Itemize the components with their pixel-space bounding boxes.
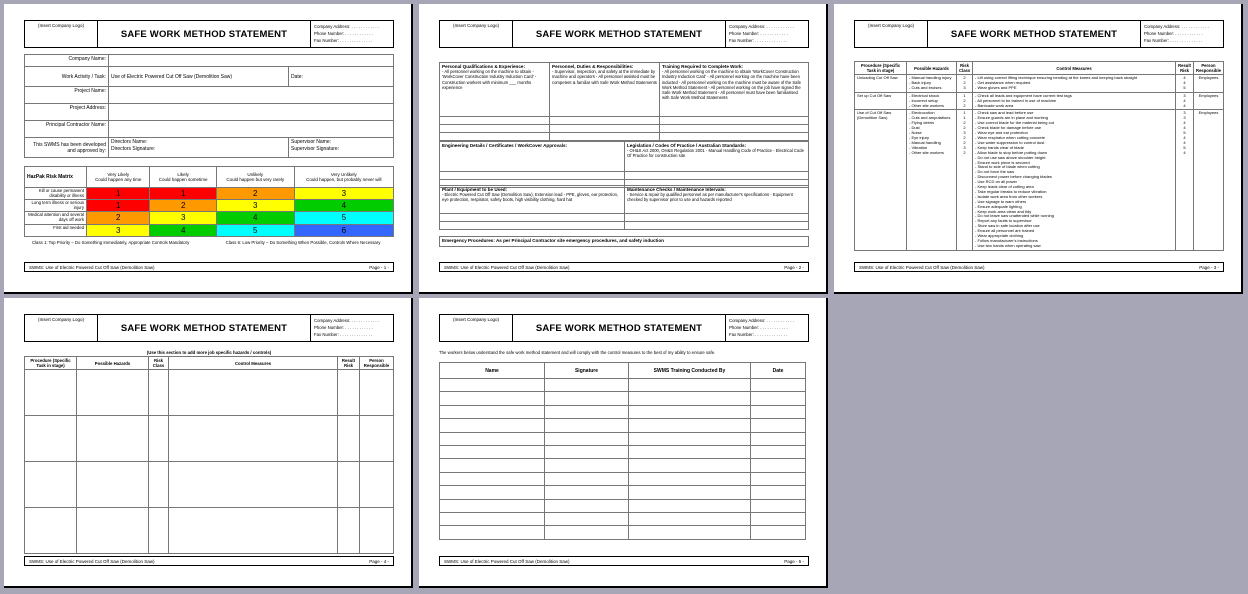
page-1 xyxy=(4,4,413,294)
table-cell: 3 4 4 xyxy=(1176,92,1194,110)
class-1-note: Class 1: Top Priority – Do Something Immediately, Appropriate Controls Mandatory xyxy=(32,240,190,245)
table-header: Name xyxy=(440,363,545,379)
emergency-procedures: Emergency Procedures: As per Principal Contractor site emergency procedures, and safety induction xyxy=(442,238,664,243)
table-cell[interactable] xyxy=(629,432,751,445)
matrix-cell: 6 xyxy=(294,224,393,236)
phone-number: Phone Number: . . . . . . . . . . . . xyxy=(1144,31,1203,36)
table-cell[interactable] xyxy=(545,459,629,472)
table-cell[interactable] xyxy=(77,462,149,508)
table-row xyxy=(440,512,806,525)
supervisor-name-label: Supervisor Name: xyxy=(291,139,332,145)
table-cell[interactable] xyxy=(629,459,751,472)
table-cell[interactable] xyxy=(629,499,751,512)
matrix-column-header: Very Likely Could happen any time xyxy=(87,167,150,188)
class-6-note: Class 6: Low Priority – Do Something When Possible, Controls Where Necessary xyxy=(225,240,381,245)
phone-number: Phone Number: . . . . . . . . . . . . xyxy=(729,31,788,36)
page-number: Page - 3 - xyxy=(1199,264,1219,270)
maintenance-heading: Maintenance Checks / Maintenance Intervals: xyxy=(627,187,726,192)
table-row xyxy=(440,405,806,418)
matrix-cell: 1 xyxy=(87,200,150,212)
document-title: SAFE WORK METHOD STATEMENT xyxy=(512,315,726,341)
logo-placeholder: (Insert Company Logo) xyxy=(37,23,85,28)
table-row xyxy=(25,508,394,554)
table-cell: 1 1 2 2 3 2 2 3 2 xyxy=(957,110,973,250)
table-cell: Employees xyxy=(1194,110,1224,250)
company-details xyxy=(726,21,808,47)
table-cell[interactable] xyxy=(440,499,545,512)
matrix-cell: 5 xyxy=(216,224,294,236)
page-footer xyxy=(24,262,394,272)
table-row xyxy=(440,499,806,512)
page-number: Page - 2 - xyxy=(784,264,804,270)
directors-name-label: Directors Name: xyxy=(111,139,148,145)
table-header: Risk Class xyxy=(957,62,973,75)
table-cell[interactable] xyxy=(169,462,338,508)
document-title: SAFE WORK METHOD STATEMENT xyxy=(97,21,311,47)
table-cell[interactable] xyxy=(751,379,806,392)
table-row xyxy=(855,75,1224,93)
engineering-table xyxy=(439,141,809,188)
table-header: SWMS Training Conducted By xyxy=(629,363,751,379)
table-cell[interactable] xyxy=(360,508,394,554)
table-cell[interactable] xyxy=(440,512,545,525)
engineering-heading: Engineering Details / Certificates / WorkCover Approvals: xyxy=(442,143,568,148)
logo-placeholder: (Insert Company Logo) xyxy=(452,23,500,28)
table-cell[interactable] xyxy=(629,405,751,418)
company-address: Company Address: . . . . . . . . . . . . xyxy=(314,318,379,323)
matrix-cell: 1 xyxy=(87,188,150,200)
sign-off-table xyxy=(439,362,806,540)
project-address-value[interactable] xyxy=(109,104,394,121)
project-name-value[interactable] xyxy=(109,87,394,104)
table-cell[interactable] xyxy=(629,379,751,392)
table-cell[interactable] xyxy=(629,512,751,525)
table-header: Possible Hazards xyxy=(907,62,957,75)
legislation-heading: Legislation / Codes Of Practice / Australian Standards: xyxy=(627,143,747,148)
developed-by-label: This SWMS has been developed and approved by: xyxy=(25,138,109,158)
matrix-cell: 4 xyxy=(294,200,393,212)
table-cell[interactable] xyxy=(25,416,77,462)
table-cell[interactable] xyxy=(545,486,629,499)
table-row xyxy=(25,462,394,508)
table-cell[interactable] xyxy=(360,416,394,462)
table-cell[interactable] xyxy=(440,392,545,405)
table-cell[interactable] xyxy=(545,499,629,512)
principal-contractor-value[interactable] xyxy=(109,121,394,138)
table-cell[interactable] xyxy=(545,432,629,445)
table-cell[interactable] xyxy=(149,370,169,416)
table-cell: Employees xyxy=(1194,75,1224,93)
directors-signature-label: Directors Signature: xyxy=(111,146,156,152)
page-footer xyxy=(24,556,394,566)
table-row xyxy=(440,526,806,539)
table-cell[interactable] xyxy=(149,462,169,508)
logo-placeholder: (Insert Company Logo) xyxy=(867,23,915,28)
page-number: Page - 1 - xyxy=(369,264,389,270)
table-cell[interactable] xyxy=(440,472,545,485)
table-cell[interactable] xyxy=(751,419,806,432)
page-number: Page - 5 - xyxy=(784,558,804,564)
table-row xyxy=(440,432,806,445)
table-cell: Set up Cut Off Saw xyxy=(855,92,907,110)
logo-placeholder: (Insert Company Logo) xyxy=(37,317,85,322)
table-header: Person Responsible xyxy=(1194,62,1224,75)
company-address: Company Address: . . . . . . . . . . . . xyxy=(729,24,794,29)
table-cell: 3 3 4 4 5 4 4 5 4 xyxy=(1176,110,1194,250)
table-cell[interactable] xyxy=(77,508,149,554)
table-cell[interactable] xyxy=(440,419,545,432)
table-cell: Unloading Cut Off Saw xyxy=(855,75,907,93)
table-cell: - Electrocution - Cuts and amputations - Flying debris - Dust - Noise - Eye injury - Manual handling - Vibration - Other site workers xyxy=(907,110,957,250)
qualifications-table xyxy=(439,62,809,141)
table-cell[interactable] xyxy=(440,526,545,539)
additional-hazards-note: (Use this section to add more job specific hazards / controls) xyxy=(146,350,272,355)
table-cell[interactable] xyxy=(440,405,545,418)
phone-number: Phone Number: . . . . . . . . . . . . xyxy=(314,325,373,330)
training-heading: Training Required to Complete Work: xyxy=(662,64,744,69)
table-cell[interactable] xyxy=(338,508,360,554)
matrix-cell: 3 xyxy=(150,212,217,224)
table-cell[interactable] xyxy=(545,405,629,418)
table-cell[interactable] xyxy=(440,459,545,472)
table-cell[interactable] xyxy=(751,432,806,445)
table-header: Risk Class xyxy=(149,357,169,370)
table-cell[interactable] xyxy=(545,379,629,392)
page-header xyxy=(24,314,394,342)
matrix-cell: 1 xyxy=(150,188,217,200)
footer-doc: SWMS: Use of Electric Powered Cut Off Saw (Demolition Saw) xyxy=(444,264,570,270)
legislation-text: - OH&S Act 2000, OH&S Regulation 2001 - Manual Handling Code of Practice - Electrical Code Of Practice for construction site xyxy=(627,148,804,159)
matrix-row-label: Kill or cause permanent disability or illness xyxy=(25,188,87,200)
footer-doc: SWMS: Use of Electric Powered Cut Off Saw (Demolition Saw) xyxy=(444,558,570,564)
page-footer xyxy=(439,262,809,272)
matrix-row-label: First aid needed xyxy=(25,224,87,236)
matrix-cell: 2 xyxy=(87,212,150,224)
table-cell[interactable] xyxy=(169,416,338,462)
matrix-cell: 4 xyxy=(216,212,294,224)
training-text: - All personnel working on the machine to obtain 'WorkCover Construction Industry Induction Card' - All personnel working on the machine have been inducted - All personnel working on the machine must be aware of the Safe Work Method Statement - All personnel working on the job have signed the Safe Work Method Statement - All personnel must have been familiarised with Safe Work Method Statements xyxy=(662,69,801,101)
company-details xyxy=(1141,21,1223,47)
page-number: Page - 4 - xyxy=(369,558,389,564)
table-cell[interactable] xyxy=(629,526,751,539)
page-footer xyxy=(439,556,809,566)
table-cell[interactable] xyxy=(440,486,545,499)
table-cell[interactable] xyxy=(751,445,806,458)
matrix-column-header: Unlikely Could happen but very rarely xyxy=(216,167,294,188)
company-address: Company Address: . . . . . . . . . . . . xyxy=(729,318,794,323)
table-header: Result Risk xyxy=(338,357,360,370)
table-cell: Use of Cut Off Saw (Demolition Saw) xyxy=(855,110,907,250)
table-cell[interactable] xyxy=(751,405,806,418)
table-cell: - Check all leads and equipment have current test tags - All personnel to be trained in use of machine - Barricade work area xyxy=(973,92,1176,110)
page-header xyxy=(439,314,809,342)
matrix-cell: 5 xyxy=(294,212,393,224)
page-5 xyxy=(419,298,828,588)
table-header: Control Measures xyxy=(973,62,1176,75)
table-header: Person Responsible xyxy=(360,357,394,370)
personal-quals-text: - All personnel working on the machine to obtain - 'WorkCover Construction Industry Induction Card' - Construction workers with minimum ___ months experience xyxy=(442,69,537,90)
table-header: Result Risk xyxy=(1176,62,1194,75)
matrix-cell: 2 xyxy=(216,188,294,200)
company-name-value[interactable] xyxy=(109,55,394,67)
work-activity-label: Work Activity / Task: xyxy=(25,67,109,87)
table-row xyxy=(440,392,806,405)
table-row xyxy=(25,416,394,462)
table-cell[interactable] xyxy=(751,459,806,472)
document-title: SAFE WORK METHOD STATEMENT xyxy=(512,21,726,47)
table-cell[interactable] xyxy=(25,462,77,508)
table-cell[interactable] xyxy=(338,370,360,416)
table-cell[interactable] xyxy=(545,419,629,432)
matrix-column-header: Very Unlikely Could happen, but probably never will xyxy=(294,167,393,188)
table-cell[interactable] xyxy=(77,416,149,462)
table-row xyxy=(440,379,806,392)
table-cell: 4 4 5 xyxy=(1176,75,1194,93)
table-cell[interactable] xyxy=(77,370,149,416)
table-cell[interactable] xyxy=(629,445,751,458)
matrix-cell: 4 xyxy=(150,224,217,236)
table-cell[interactable] xyxy=(25,370,77,416)
table-cell[interactable] xyxy=(545,445,629,458)
fax-number: Fax Number: . . . . . . . . . . . . . . xyxy=(1144,38,1203,43)
table-cell[interactable] xyxy=(545,526,629,539)
table-cell: - Manual handling injury - Back injury - Cuts and bruises xyxy=(907,75,957,93)
table-cell[interactable] xyxy=(629,392,751,405)
plant-heading: Plant / Equipment to be Used: xyxy=(442,187,508,192)
fax-number: Fax Number: . . . . . . . . . . . . . . xyxy=(729,38,788,43)
table-cell[interactable] xyxy=(338,416,360,462)
page-4 xyxy=(4,298,413,588)
table-cell[interactable] xyxy=(629,486,751,499)
matrix-cell: 2 xyxy=(150,200,217,212)
emergency-table xyxy=(439,236,809,247)
table-cell[interactable] xyxy=(169,370,338,416)
table-row xyxy=(440,445,806,458)
table-cell: 1 2 2 xyxy=(957,92,973,110)
page-header xyxy=(439,20,809,48)
table-header: Date xyxy=(751,363,806,379)
company-address: Company Address: . . . . . . . . . . . . xyxy=(314,24,379,29)
table-cell[interactable] xyxy=(545,392,629,405)
table-cell[interactable] xyxy=(545,472,629,485)
table-cell[interactable] xyxy=(25,508,77,554)
project-name-label: Project Name: xyxy=(25,87,109,104)
project-details-table xyxy=(24,54,394,158)
maintenance-text: - Service & repair by qualified personnel as per manufacturer's specifications - Equipment checked by supervisor prior to use and hazards reported xyxy=(627,192,793,203)
page-footer xyxy=(854,262,1224,272)
company-details xyxy=(311,315,393,341)
table-cell[interactable] xyxy=(360,462,394,508)
document-title: SAFE WORK METHOD STATEMENT xyxy=(97,315,311,341)
company-name-label: Company Name: xyxy=(25,55,109,67)
table-header: Procedure (Specific Task in stage) xyxy=(855,62,907,75)
page-header xyxy=(24,20,394,48)
matrix-column-header: Likely Could happen sometime xyxy=(150,167,217,188)
matrix-row-label: Medical attention and several days off work xyxy=(25,212,87,224)
table-cell: Employees xyxy=(1194,92,1224,110)
plant-text: - Electric Powered Cut Off Saw (Demolition Saw), Extension lead - PPE, gloves, ear protection, eye protection, respirator, safety boots, high visibility clothing, hard hat xyxy=(442,192,619,203)
plant-table xyxy=(439,185,809,230)
table-row xyxy=(855,92,1224,110)
table-header: Signature xyxy=(545,363,629,379)
personnel-duties-heading: Personnel, Duties & Responsibilities: xyxy=(552,64,634,69)
company-details xyxy=(311,21,393,47)
fax-number: Fax Number: . . . . . . . . . . . . . . xyxy=(314,38,373,43)
table-cell[interactable] xyxy=(751,526,806,539)
table-cell[interactable] xyxy=(338,462,360,508)
phone-number: Phone Number: . . . . . . . . . . . . xyxy=(314,31,373,36)
table-row xyxy=(855,110,1224,250)
table-cell: 2 2 3 xyxy=(957,75,973,93)
logo-placeholder: (Insert Company Logo) xyxy=(452,317,500,322)
risk-matrix-title: HazPak Risk Matrix xyxy=(25,167,87,188)
principal-contractor-label: Principal Contractor Name: xyxy=(25,121,109,138)
risk-matrix xyxy=(24,166,394,237)
table-cell[interactable] xyxy=(169,508,338,554)
fax-number: Fax Number: . . . . . . . . . . . . . . xyxy=(314,332,373,337)
table-cell: - Check saw and lead before use - Ensure guards are in place and working - Use correct blade for the material being cut - Check blade for damage before use - Wear eye and ear protection - Wear respirator when cutting concrete - Use water suppression to control dust - Keep hands clear of blade - Allow blade to stop before putting down - Do not use saw above shoulder height - Ensure work piece is secured - Stand to side of blade when cutting - Do not force the saw - Disconnect power before changing blades - Use RCD on all power - Keep leads clear of cutting area - Take regular breaks to reduce vibration - Isolate work area from other workers - Use signage to warn others - Ensure adequate lighting - Keep work area clean and tidy - Do not leave saw unattended while running - Report any faults to supervisor - Store saw in safe location after use - Ensure all personnel are trained - Wear appropriate clothing - Follow manufacturer's instructions - Use two hands when operating saw xyxy=(973,110,1176,250)
table-row xyxy=(440,486,806,499)
project-address-label: Project Address: xyxy=(25,104,109,121)
table-cell[interactable] xyxy=(629,472,751,485)
footer-doc: SWMS: Use of Electric Powered Cut Off Saw (Demolition Saw) xyxy=(29,264,155,270)
table-header: Control Measures xyxy=(169,357,338,370)
document-title: SAFE WORK METHOD STATEMENT xyxy=(927,21,1141,47)
table-cell[interactable] xyxy=(545,512,629,525)
work-activity-value: Use of Electric Powered Cut Off Saw (Demolition Saw) xyxy=(109,67,289,87)
page-2 xyxy=(419,4,828,294)
table-cell[interactable] xyxy=(629,419,751,432)
table-cell[interactable] xyxy=(751,512,806,525)
table-row xyxy=(25,370,394,416)
personnel-duties-text: - Supervisor, Inspection, and safety at the immediate by machine and operators - All personnel assisted must be competent & familiar with Safe Work Method Statements xyxy=(552,69,657,85)
page-header xyxy=(854,20,1224,48)
date-label: Date: xyxy=(289,67,394,87)
table-cell[interactable] xyxy=(149,416,169,462)
company-details xyxy=(726,315,808,341)
table-cell: - Lift using correct lifting technique ensuring bending at the knees and keeping back straight - Get assistance when required - Wear gloves and PPE xyxy=(973,75,1176,93)
matrix-row-label: Long term illness or serious injury xyxy=(25,200,87,212)
footer-doc: SWMS: Use of Electric Powered Cut Off Saw (Demolition Saw) xyxy=(29,558,155,564)
table-row xyxy=(440,459,806,472)
table-cell[interactable] xyxy=(751,486,806,499)
table-row xyxy=(440,472,806,485)
phone-number: Phone Number: . . . . . . . . . . . . xyxy=(729,325,788,330)
matrix-cell: 3 xyxy=(294,188,393,200)
additional-hazards-table xyxy=(24,356,394,554)
table-header: Procedure (Specific Task in stage) xyxy=(25,357,77,370)
table-row xyxy=(440,419,806,432)
company-address: Company Address: . . . . . . . . . . . . xyxy=(1144,24,1209,29)
table-cell[interactable] xyxy=(360,370,394,416)
table-cell[interactable] xyxy=(440,432,545,445)
fax-number: Fax Number: . . . . . . . . . . . . . . xyxy=(729,332,788,337)
hazards-table xyxy=(854,61,1224,251)
personal-quals-heading: Personal Qualifications & Experience: xyxy=(442,64,525,69)
table-cell[interactable] xyxy=(440,379,545,392)
page-3 xyxy=(834,4,1243,294)
table-cell[interactable] xyxy=(751,392,806,405)
table-cell[interactable] xyxy=(751,499,806,512)
footer-doc: SWMS: Use of Electric Powered Cut Off Saw (Demolition Saw) xyxy=(859,264,985,270)
matrix-cell: 3 xyxy=(216,200,294,212)
supervisor-signature-label: Supervisor Signature: xyxy=(291,146,340,152)
table-cell[interactable] xyxy=(149,508,169,554)
sign-off-intro: The workers below understand the safe work method statement and will comply with the control measures to the best of my ability to ensure safe. xyxy=(439,350,716,355)
table-header: Possible Hazards xyxy=(77,357,149,370)
table-cell[interactable] xyxy=(440,445,545,458)
table-cell: - Electrical shock - Incorrect setup - Other site workers xyxy=(907,92,957,110)
matrix-cell: 3 xyxy=(87,224,150,236)
table-cell[interactable] xyxy=(751,472,806,485)
